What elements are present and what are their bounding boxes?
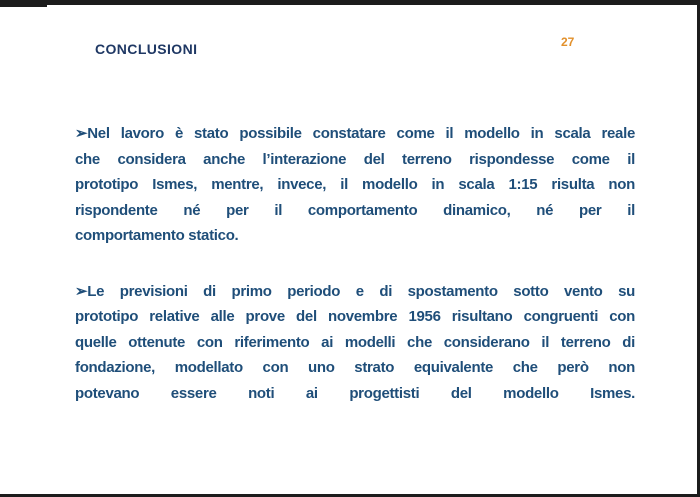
paragraph-line: che considera anche l’interazione del terreno rispondesse come il [75, 150, 635, 168]
slide-body [75, 121, 635, 406]
paragraph-line: quelle ottenute con riferimento ai modelli che considerano il terreno di [75, 333, 635, 351]
conclusion-paragraph-1 [75, 121, 635, 249]
slide-title: CONCLUSIONI [95, 41, 198, 57]
paragraph-line: ➢Le previsioni di primo periodo e di spostamento sotto vento su [75, 282, 635, 300]
paragraph-line: prototipo Ismes, mentre, invece, il modello in scala 1:15 risulta non [75, 176, 635, 193]
slide-top-left-corner-mark [0, 0, 47, 7]
slide-top-border [0, 0, 700, 5]
paragraph-line: rispondente né per il comportamento dinamico, né per il [75, 201, 635, 219]
paragraph-line: ➢Nel lavoro è stato possibile constatare come il modello in scala reale [75, 125, 635, 142]
conclusion-paragraph-2 [75, 279, 635, 407]
paragraph-line: comportamento statico. [75, 227, 239, 244]
paragraph-line: fondazione, modellato con uno strato equivalente che però non [75, 359, 635, 376]
paragraph-line: prototipo relative alle prove del novembre 1956 risultano congruenti con [75, 308, 635, 325]
page-number: 27 [561, 35, 575, 49]
paragraph-line: potevano essere noti ai progettisti del modello Ismes. [75, 384, 635, 402]
